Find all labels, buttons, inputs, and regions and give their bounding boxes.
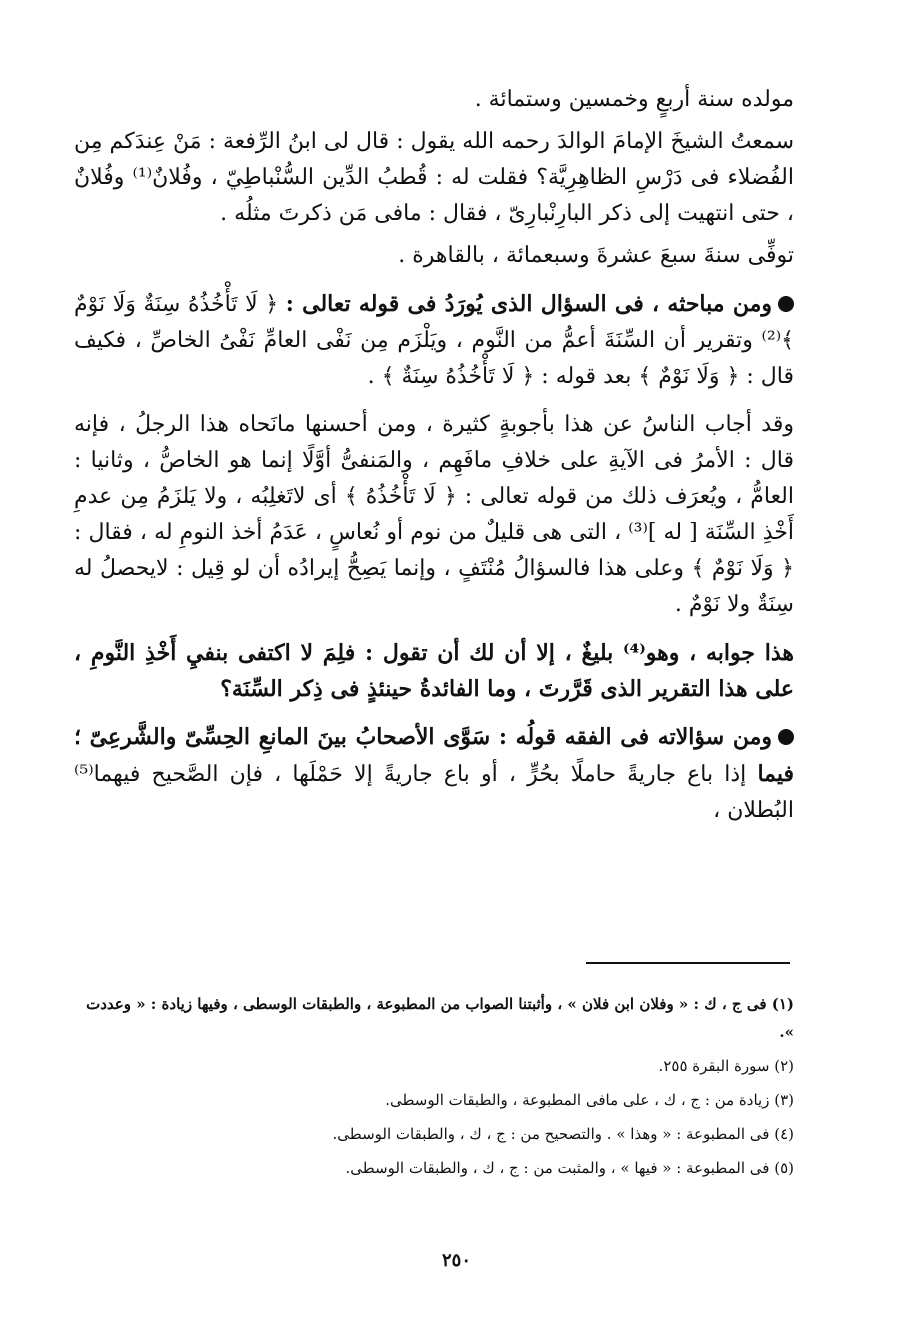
bullet-icon (778, 296, 794, 312)
section-heading-inquiry: ومن مباحثه ، فى السؤال الذى يُورَدُ فى قوله تعالى : (285, 291, 772, 317)
footnote-3: (٣) زيادة من : ج ، ك ، على مافى المطبوعة ، والطبقات الوسطى. (385, 1091, 794, 1109)
footnote-5: (٥) فى المطبوعة : « فيها » ، والمثبت من : ج ، ك ، والطبقات الوسطى. (345, 1159, 794, 1177)
paragraph-fiqh (74, 719, 794, 829)
section-heading-fiqh: ومن سؤالاته فى الفقه قولُه : سَوَّى الأصحابُ بينَ المانعِ الحِسِّىّ والشَّرعِىّ ؛ فيما (74, 724, 795, 787)
paragraph-birth: مولده سنة أربعٍ وخمسين وستمائة . (474, 87, 794, 112)
footnotes (74, 990, 794, 1188)
page-number: ٢٥٠ (441, 1250, 471, 1271)
footnote-4: (٤) فى المطبوعة : « وهذا » . والتصحيح من : ج ، ك ، والطبقات الوسطى. (332, 1125, 794, 1143)
footnote-2: (٢) سورة البقرة ٢٥٥. (658, 1057, 794, 1075)
footnote-divider (586, 962, 790, 964)
paragraph-discussion-quran-text: ﴿ لَا تَأْخُذُهُ سِنَةٌ وَلَا نَوْمٌ ﴾⁽²⁾ وتقرير أن السِّنَةَ أعمُّ من النَّوم ، ويَلْزَم مِن نَفْى العامِّ نَفْىُ الخاصِّ ، فكيف قال : ﴿ وَلَا نَوْمٌ ﴾ بعد قوله : ﴿ لَا تَأْخُذُهُ سِنَةٌ ﴾ . (74, 292, 794, 389)
paragraph-anecdote: سمعتُ الشيخَ الإمامَ الوالدَ رحمه الله يقول : قال لى ابنُ الرِّفعة : مَنْ عِندَكم مِن الفُضلاء فى دَرْسِ الظاهِرِيَّة؟ فقلت له : قُطبُ الدِّين السُّنْباطِيّ ، وفُلانٌ⁽¹⁾ وفُلانٌ ، حتى انتهيت إلى ذكر البارِنْبارِىّ ، فقال : مافى مَن ذكرتَ مثلُه . (74, 129, 794, 226)
paragraph-discussion-quran (74, 286, 794, 395)
paragraph-reply: هذا جوابه ، وهو⁽⁴⁾ بليغٌ ، إلا أن لك أن تقول : فلِمَ لا اكتفى بنفيِ أَخْذِ النَّومِ ، على هذا التقرير الذى قَرَّرتَ ، وما الفائدةُ حينئذٍ فى ذِكر السِّنَة؟ (74, 640, 794, 702)
paragraph-death: توفِّى سنةَ سبعَ عشرةَ وسبعمائة ، بالقاهرة . (398, 243, 794, 268)
bullet-icon (778, 729, 794, 745)
paragraph-answer: وقد أجاب الناسُ عن هذا بأجوبةٍ كثيرة ، ومن أحسنها مانَحاه هذا الرجلُ ، فإنه قال : الأمرُ فى الآيةِ على خلافِ مافَهِم ، والمَنفىُّ أوَّلًا إنما هو الخاصُّ ، وثانيا : العامُّ ، ويُعرَف ذلك من قوله تعالى : ﴿ لَا تَأْخُذُهُ ﴾ أى لاتَغلِبُه ، ولا يَلزَمُ مِن عدمِ أَخْذِ السِّنَة [ له ]⁽³⁾ ، التى هى قليلٌ من نوم أو نُعاسٍ ، عَدَمُ أخذ النومِ له ، فقال : ﴿ وَلَا نَوْمٌ ﴾ وعلى هذا فالسؤالُ مُنْتَفٍ ، وإنما يَصِحُّ إيرادُه أن لو قِيل : لايحصلُ له سِنَةٌ ولا نَوْمٌ . (74, 412, 794, 617)
footnote-1: (١) فى ج ، ك : « وفلان ابن فلان » ، وأثبتنا الصواب من المطبوعة ، والطبقات الوسطى ، وفيها زيادة : « وعددت ». (86, 995, 794, 1041)
paragraph-fiqh-text: إذا باع جاريةً حاملًا بحُرٍّ ، أو باع جاريةً إلا حَمْلَها ، فإن الصَّحيح فيهما⁽⁵⁾ البُطلان ، (74, 762, 794, 823)
main-text (74, 82, 794, 841)
